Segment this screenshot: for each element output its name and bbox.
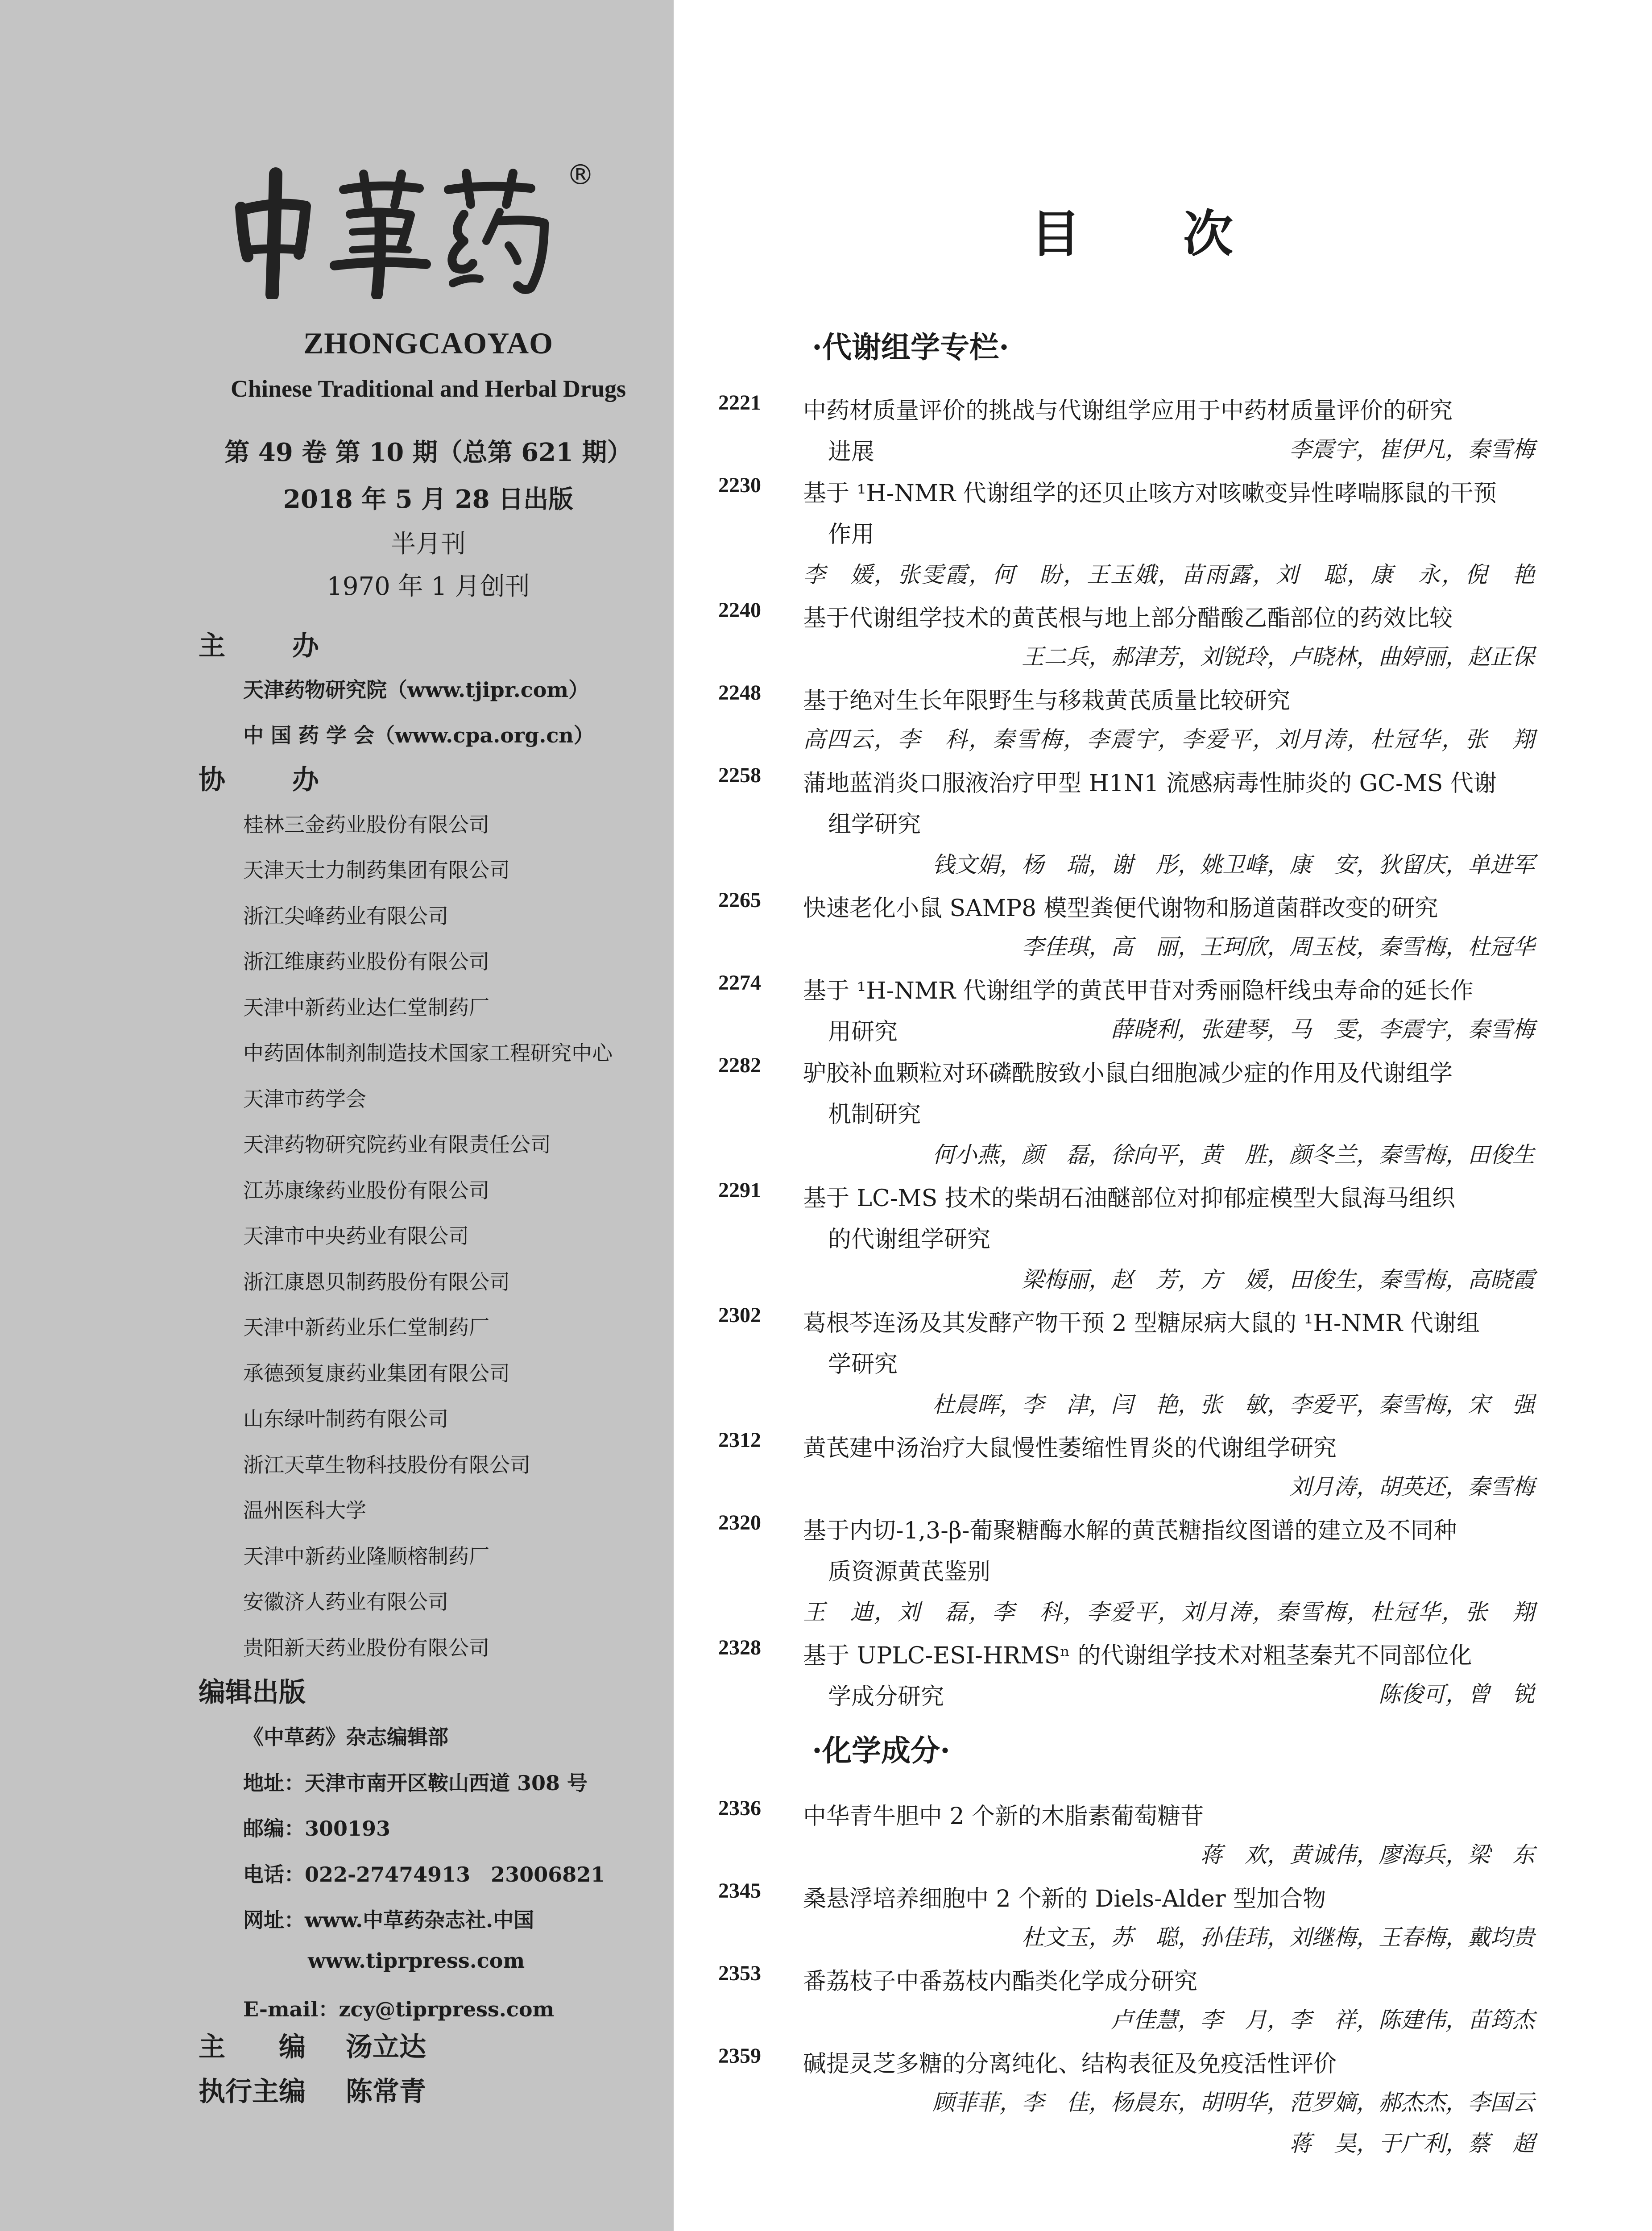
page-number: 2353 xyxy=(718,1961,761,1985)
article-authors: 杜文玉，苏 聪，孙佳玮，刘继梅，王春梅，戴均贵 xyxy=(1022,1924,1535,1950)
publisher-email: E-mail：zcy@tiprpress.com xyxy=(243,1997,555,2021)
article-authors: 顾菲菲，李 佳，杨晨东，胡明华，范罗嫡，郝杰杰，李国云 xyxy=(932,2090,1535,2115)
cosponsor-item: 安徽济人药业有限公司 xyxy=(243,1590,448,1614)
publisher-postcode: 邮编：300193 xyxy=(243,1816,391,1841)
page-number: 2274 xyxy=(718,971,761,995)
article-title: 快速老化小鼠 SAMP8 模型粪便代谢物和肠道菌群改变的研究 xyxy=(803,895,1438,922)
article-authors: 何小燕，颜 磊，徐向平，黄 胜，颜冬兰，秦雪梅，田俊生 xyxy=(932,1142,1535,1168)
cosponsor-item: 中药固体制剂制造技术国家工程研究中心 xyxy=(243,1041,613,1065)
page-number: 2282 xyxy=(718,1053,761,1077)
article-title: 基于 ¹H-NMR 代谢组学的黄芪甲苷对秀丽隐杆线虫寿命的延长作 用研究 xyxy=(803,978,1474,1045)
journal-logo xyxy=(223,158,594,299)
sidebar-panel xyxy=(0,0,674,2231)
sponsor-heading: 主 办 xyxy=(199,630,319,662)
sponsor-item: 中 国 药 学 会（www.cpa.org.cn） xyxy=(243,723,594,747)
page-number: 2336 xyxy=(718,1796,761,1820)
cosponsor-item: 浙江康恩贝制药股份有限公司 xyxy=(243,1270,510,1294)
article-title: 番荔枝子中番荔枝内酯类化学成分研究 xyxy=(803,1968,1198,1995)
article-title: 中华青牛胆中 2 个新的木脂素葡萄糖苷 xyxy=(803,1803,1204,1830)
article-title: 碱提灵芝多糖的分离纯化、结构表征及免疫活性评价 xyxy=(803,2051,1337,2078)
article-authors: 杜晨晖，李 津，闫 艳，张 敏，李爱平，秦雪梅，宋 强 xyxy=(932,1392,1535,1418)
article-title: 黄芪建中汤治疗大鼠慢性萎缩性胃炎的代谢组学研究 xyxy=(803,1435,1337,1462)
article-authors: 王 迪，刘 磊，李 科，李爱平，刘月涛，秦雪梅，杜冠华，张 翔 xyxy=(803,1599,1535,1625)
cosponsor-item: 浙江天草生物科技股份有限公司 xyxy=(243,1453,530,1477)
article-authors: 卢佳慧，李 月，李 祥，陈建伟，苗筠杰 xyxy=(1111,2007,1535,2033)
cosponsor-item: 天津药物研究院药业有限责任公司 xyxy=(243,1132,551,1157)
cosponsor-item: 天津天士力制药集团有限公司 xyxy=(243,858,510,882)
section-heading-metabolomics: ·代谢组学专栏· xyxy=(812,330,1009,365)
publisher-website: 网址：www.中草药杂志社.中国 xyxy=(243,1908,534,1932)
page-number: 2230 xyxy=(718,473,761,497)
page-number: 2240 xyxy=(718,598,761,622)
page-number: 2328 xyxy=(718,1636,761,1659)
article-title: 基于 UPLC-ESI-HRMSⁿ 的代谢组学技术对粗茎秦艽不同部位化 学成分研究 xyxy=(803,1642,1472,1710)
journal-pinyin: ZHONGCAOYAO xyxy=(303,326,554,360)
cosponsor-item: 承德颈复康药业集团有限公司 xyxy=(243,1361,510,1385)
article-authors: 薛晓利，张建琴，马 雯，李震宇，秦雪梅 xyxy=(1111,1016,1535,1042)
article-authors: 陈俊可，曾 锐 xyxy=(1379,1681,1535,1707)
section-heading-chemistry: ·化学成分· xyxy=(812,1733,950,1768)
issue-info: 第 49 卷 第 10 期（总第 621 期） xyxy=(224,438,632,467)
cosponsor-item: 天津中新药业乐仁堂制药厂 xyxy=(243,1315,489,1339)
page-number: 2320 xyxy=(718,1511,761,1534)
page-number: 2265 xyxy=(718,888,761,912)
sponsor-item: 天津药物研究院（www.tjipr.com） xyxy=(243,678,589,702)
article-authors: 李震宇，崔伊凡，秦雪梅 xyxy=(1289,436,1535,462)
founded-date: 1970 年 1 月创刊 xyxy=(327,572,530,601)
article-title: 基于绝对生长年限野生与移栽黄芪质量比较研究 xyxy=(803,688,1291,714)
publisher-website-alt: www.tiprpress.com xyxy=(308,1949,525,1973)
page-number: 2302 xyxy=(718,1303,761,1327)
chief-editor: 主 编 汤立达 xyxy=(199,2032,426,2063)
page-number: 2221 xyxy=(718,391,761,415)
article-authors: 高四云，李 科，秦雪梅，李震宇，李爱平，刘月涛，杜冠华，张 翔 xyxy=(803,726,1535,752)
registered-mark: ® xyxy=(567,158,594,191)
executive-editor: 执行主编 陈常青 xyxy=(199,2076,426,2107)
publisher-phone: 电话：022-27474913 23006821 xyxy=(243,1862,605,1887)
article-authors: 蒋 欢，黄诚伟，廖海兵，梁 东 xyxy=(1200,1842,1535,1868)
article-authors-continued: 蒋 昊，于广利，蔡 超 xyxy=(1289,2131,1535,2156)
article-authors: 李 媛，张雯霞，何 盼，王玉娥，苗雨露，刘 聪，康 永，倪 艳 xyxy=(803,562,1535,588)
cosponsor-item: 浙江维康药业股份有限公司 xyxy=(243,950,489,974)
article-title: 基于 LC-MS 技术的柴胡石油醚部位对抑郁症模型大鼠海马组织 的代谢组学研究 xyxy=(803,1185,1455,1253)
cosponsor-item: 桂林三金药业股份有限公司 xyxy=(243,813,489,837)
article-title: 基于 ¹H-NMR 代谢组学的还贝止咳方对咳嗽变异性哮喘豚鼠的干预 作用 xyxy=(803,480,1497,548)
article-title: 桑悬浮培养细胞中 2 个新的 Diels-Alder 型加合物 xyxy=(803,1886,1326,1912)
article-title: 基于内切-1,3-β-葡聚糖酶水解的黄芪糖指纹图谱的建立及不同种 质资源黄芪鉴别 xyxy=(803,1518,1457,1585)
article-title: 中药材质量评价的挑战与代谢组学应用于中药材质量评价的研究 进展 xyxy=(803,398,1453,465)
publication-date: 2018 年 5 月 28 日出版 xyxy=(283,485,574,514)
article-authors: 梁梅丽，赵 芳，方 媛，田俊生，秦雪梅，高晓霞 xyxy=(1022,1267,1535,1293)
cosponsor-item: 温州医科大学 xyxy=(243,1498,366,1522)
article-title: 驴胶补血颗粒对环磷酰胺致小鼠白细胞减少症的作用及代谢组学 机制研究 xyxy=(803,1060,1453,1128)
article-authors: 刘月涛，胡英还，秦雪梅 xyxy=(1289,1474,1535,1500)
cosponsor-item: 天津中新药业隆顺榕制药厂 xyxy=(243,1544,489,1568)
cosponsor-item: 天津市中央药业有限公司 xyxy=(243,1224,469,1248)
page-number: 2291 xyxy=(718,1178,761,1202)
article-title: 蒲地蓝消炎口服液治疗甲型 H1N1 流感病毒性肺炎的 GC-MS 代谢 组学研究 xyxy=(803,770,1497,838)
journal-english-title: Chinese Traditional and Herbal Drugs xyxy=(230,375,626,402)
cosponsor-item: 江苏康缘药业股份有限公司 xyxy=(243,1178,489,1203)
page-number: 2359 xyxy=(718,2044,761,2068)
page-number: 2312 xyxy=(718,1428,761,1452)
publisher-address: 地址：天津市南开区鞍山西道 308 号 xyxy=(243,1771,588,1795)
publication-frequency: 半月刊 xyxy=(391,530,466,559)
cosponsor-item: 山东绿叶制药有限公司 xyxy=(243,1407,448,1431)
page-number: 2248 xyxy=(718,681,761,705)
article-authors: 李佳琪，高 丽，王珂欣，周玉枝，秦雪梅，杜冠华 xyxy=(1022,934,1535,960)
article-title: 基于代谢组学技术的黄芪根与地上部分醋酸乙酯部位的药效比较 xyxy=(803,605,1453,632)
cosponsor-item: 贵阳新天药业股份有限公司 xyxy=(243,1636,489,1660)
cosponsor-item: 天津市药学会 xyxy=(243,1087,366,1111)
article-authors: 王二兵，郝津芳，刘锐玲，卢晓林，曲婷丽，赵正保 xyxy=(1022,644,1535,670)
article-title: 葛根芩连汤及其发酵产物干预 2 型糖尿病大鼠的 ¹H-NMR 代谢组 学研究 xyxy=(803,1310,1480,1378)
calligraphy-logo-icon xyxy=(223,165,571,299)
article-authors: 钱文娟，杨 瑞，谢 彤，姚卫峰，康 安，狄留庆，单进军 xyxy=(932,852,1535,878)
publisher-name: 《中草药》杂志编辑部 xyxy=(243,1725,448,1749)
page-number: 2345 xyxy=(718,1879,761,1903)
cosponsor-item: 天津中新药业达仁堂制药厂 xyxy=(243,995,489,1020)
cosponsor-item: 浙江尖峰药业有限公司 xyxy=(243,904,448,928)
cosponsor-heading: 协 办 xyxy=(199,764,319,796)
page-number: 2258 xyxy=(718,763,761,787)
publisher-heading: 编辑出版 xyxy=(199,1677,306,1708)
toc-title: 目 次 xyxy=(1031,205,1233,263)
